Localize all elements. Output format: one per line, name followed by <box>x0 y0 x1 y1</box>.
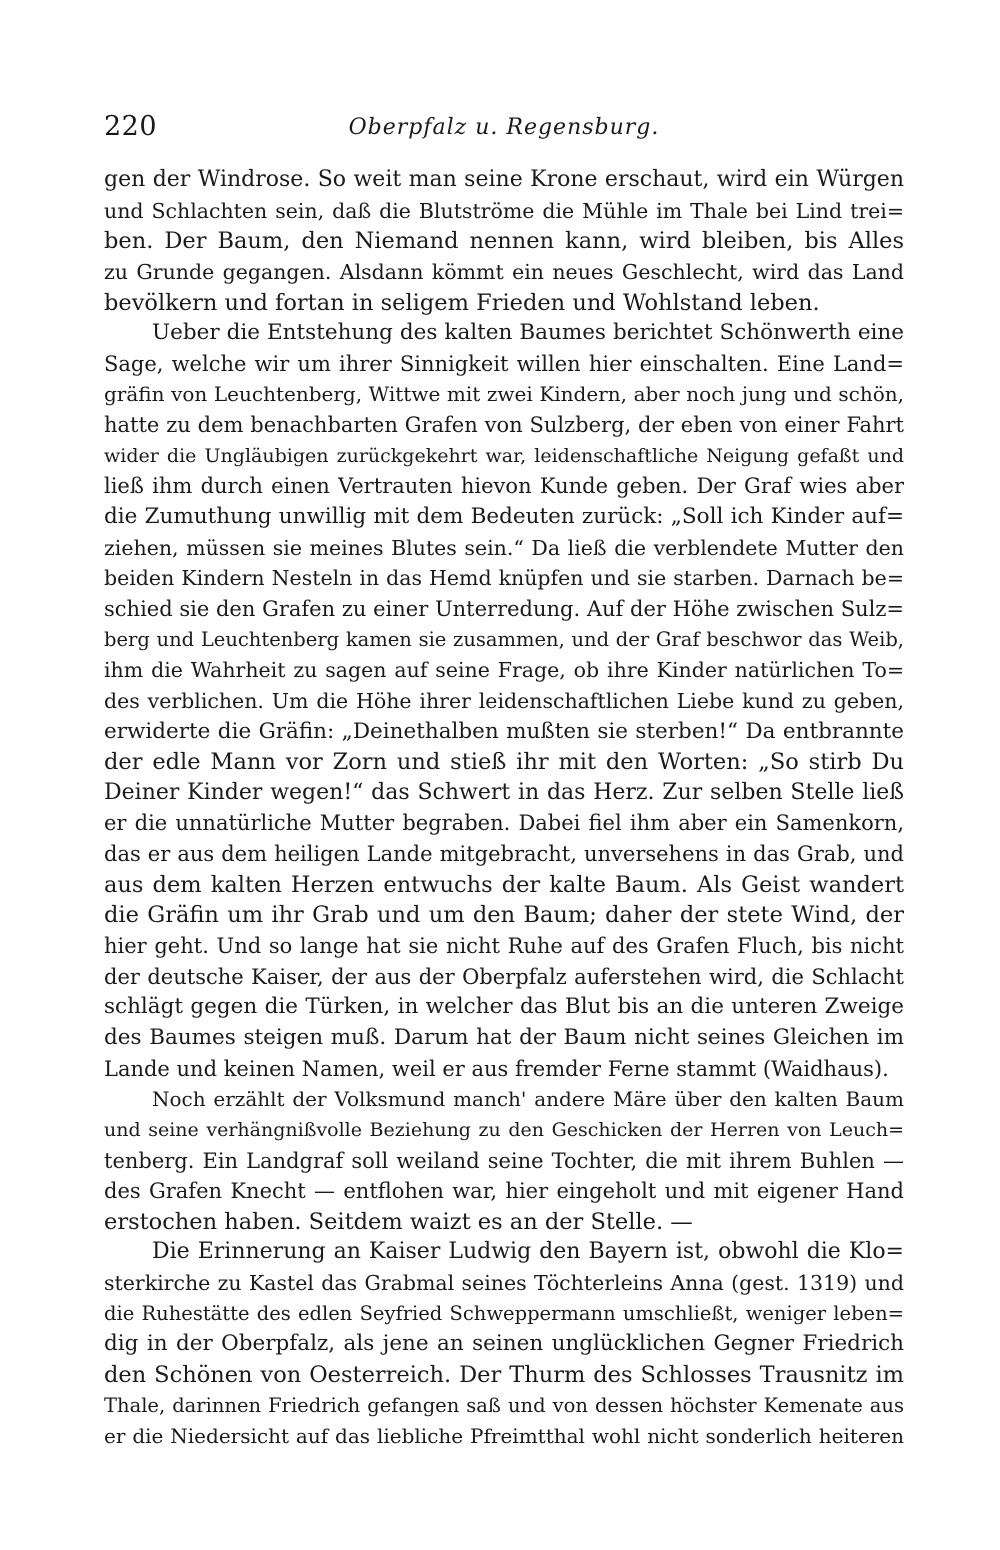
text-line: zu Grunde gegangen. Alsdann kömmt ein neues Geschlecht, wird das Land <box>104 259 904 284</box>
text-line: gen der Windrose. So weit man seine Krone erschaut, wird ein Würgen <box>104 167 904 192</box>
text-line: des Baumes steigen muß. Darum hat der Baum nicht seines Gleichen im <box>104 1024 904 1050</box>
text-line: wider die Ungläubigen zurückgekehrt war, leidenschaftliche Neigung gefaßt und <box>104 444 904 467</box>
text-line: Lande und keinen Namen, weil er aus fremder Ferne stammt (Waidhaus). <box>104 1056 889 1081</box>
text-line: die Ruhestätte des edlen Seyfried Schweppermann umschließt, weniger leben= <box>104 1301 904 1325</box>
text-line: der edle Mann vor Zorn und stieß ihr mit den Worten: „So stirb Du <box>104 749 904 776</box>
text-line: Deiner Kinder wegen!“ das Schwert in das Herz. Zur selben Stelle ließ <box>104 779 904 805</box>
text-line: bevölkern und fortan in seligem Frieden und Wohlstand leben. <box>104 289 820 316</box>
text-line: er die unnatürliche Mutter begraben. Dabei fiel ihm aber ein Samenkorn, <box>104 811 904 836</box>
text-line: schied sie den Grafen zu einer Unterredung. Auf der Höhe zwischen Sulz= <box>104 596 904 621</box>
text-line: das er aus dem heiligen Lande mitgebracht, unversehens in das Grab, und <box>104 842 904 867</box>
text-line: Noch erzählt der Volksmund manch' andere Märe über den kalten Baum <box>152 1087 904 1112</box>
text-line: dig in der Oberpfalz, als jene an seinen unglücklichen Gegner Friedrich <box>104 1331 904 1357</box>
text-line: den Schönen von Oesterreich. Der Thurm des Schlosses Trausnitz im <box>104 1361 904 1388</box>
text-line: der deutsche Kaiser, der aus der Oberpfalz auferstehen wird, die Schlacht <box>104 964 904 989</box>
text-line: Thale, darinnen Friedrich gefangen saß und von dessen höchster Kemenate aus <box>104 1393 904 1417</box>
text-line: sterkirche zu Kastel das Grabmal seines Töchterleins Anna (gest. 1319) und <box>104 1271 904 1296</box>
text-line: des verblichen. Um die Höhe ihrer leidenschaftlichen Liebe kund zu geben, <box>104 688 904 713</box>
text-line: berg und Leuchtenberg kamen sie zusammen, und der Graf beschwor das Weib, <box>104 627 904 651</box>
text-line: Die Erinnerung an Kaiser Ludwig den Bayern ist, obwohl die Klo= <box>152 1239 904 1265</box>
text-line: Sage, welche wir um ihrer Sinnigkeit willen hier einschalten. Eine Land= <box>104 351 904 376</box>
text-line: und Schlachten sein, daß die Blutströme die Mühle im Thale bei Lind trei= <box>104 198 904 223</box>
text-line: ben. Der Baum, den Niemand nennen kann, wird bleiben, bis Alles <box>104 228 904 255</box>
text-line: hatte zu dem benachbarten Grafen von Sulzberg, der eben von einer Fahrt <box>104 413 904 438</box>
text-line: ihm die Wahrheit zu sagen auf seine Frage, ob ihre Kinder natürlichen To= <box>104 658 904 683</box>
text-line: hier geht. Und so lange hat sie nicht Ruhe auf des Grafen Fluch, bis nicht <box>104 934 904 959</box>
text-line: schlägt gegen die Türken, in welcher das Blut bis an die unteren Zweige <box>104 994 904 1020</box>
text-line: und seine verhängnißvolle Beziehung zu den Geschicken der Herren von Leuch= <box>104 1118 904 1141</box>
page-number: 220 <box>104 111 158 142</box>
text-line: die Zumuthung unwillig mit dem Bedeuten zurück: „Soll ich Kinder auf= <box>104 504 904 530</box>
text-line: erwiderte die Gräfin: „Deinethalben mußten sie sterben!“ Da entbrannte <box>104 718 904 744</box>
text-line: des Grafen Knecht — entflohen war, hier eingeholt und mit eigener Hand <box>104 1179 904 1204</box>
text-line: beiden Kindern Nesteln in das Hemd knüpfen und sie starben. Darnach be= <box>104 566 904 591</box>
text-line: erstochen haben. Seitdem waizt es an der Stelle. — <box>104 1208 693 1235</box>
body-text <box>104 165 904 1452</box>
text-line: gräfin von Leuchtenberg, Wittwe mit zwei Kindern, aber noch jung und schön, <box>104 382 904 407</box>
text-line: Ueber die Entstehung des kalten Baumes berichtet Schönwerth eine <box>152 320 904 346</box>
text-line: die Gräfin um ihr Grab und um den Baum; daher der stete Wind, der <box>104 902 904 929</box>
text-line: ließ ihm durch einen Vertrauten hievon Kunde geben. Der Graf wies aber <box>104 474 904 499</box>
running-title: Oberpfalz u. Regensburg. <box>348 115 660 140</box>
text-line: aus dem kalten Herzen entwuchs der kalte Baum. Als Geist wandert <box>104 871 904 898</box>
text-line: tenberg. Ein Landgraf soll weiland seine Tochter, die mit ihrem Buhlen — <box>104 1148 904 1173</box>
page-header <box>104 108 904 148</box>
text-line: er die Niedersicht auf das liebliche Pfreimtthal wohl nicht sonderlich heiteren <box>104 1424 904 1449</box>
text-line: ziehen, müssen sie meines Blutes sein.“ Da ließ die verblendete Mutter den <box>104 535 904 560</box>
